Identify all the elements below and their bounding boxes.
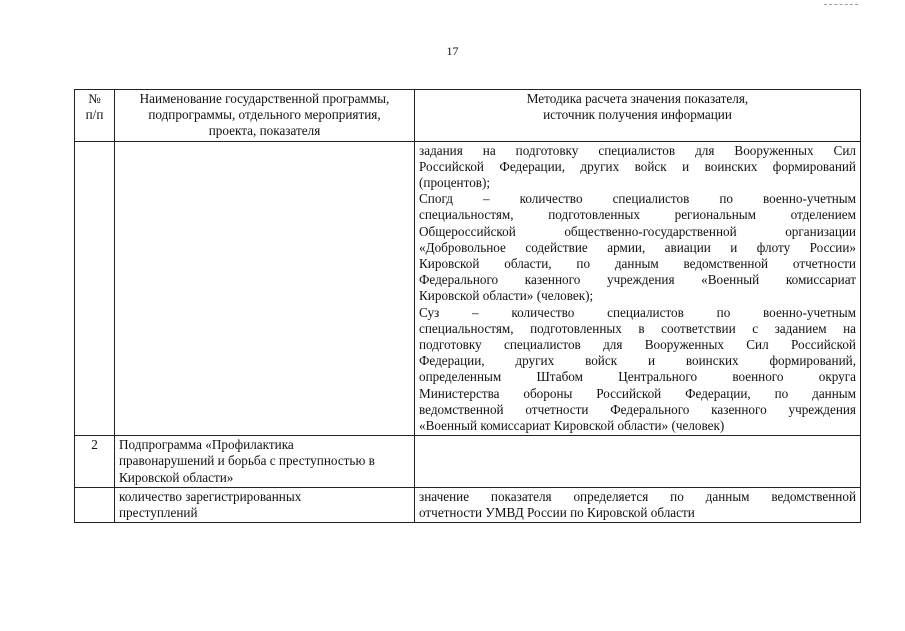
table-row xyxy=(75,436,861,488)
table-row xyxy=(75,141,861,436)
row-name-cell xyxy=(115,141,415,436)
header-method: Методика расчета значения показателя, источник получения информации xyxy=(415,90,861,142)
table-row xyxy=(75,487,861,522)
row-method-cell xyxy=(415,436,861,488)
row-method-cell: значение показателя определяется по данным ведомственной отчетности УМВД России по Кировской области xyxy=(415,487,861,522)
indicator-table xyxy=(74,89,861,523)
row-number-cell: 2 xyxy=(75,436,115,488)
row-number-cell xyxy=(75,141,115,436)
header-number: № п/п xyxy=(75,90,115,142)
header-name: Наименование государственной программы, подпрограммы, отдельного мероприятия, проекта, показателя xyxy=(115,90,415,142)
row-method-cell: задания на подготовку специалистов для Вооруженных Сил Российской Федерации, других войск и воинских формирований (процентов); Спогд – количество специалистов по военно-учетным специальностям, подготовленных региональным отделением Общероссийской общественно-государственной организации «Добровольное содействие армии, авиации и флоту России» Кировской области, по данным ведомственной отчетности Федерального казенного учреждения «Военный комиссариат Кировской области» (человек); Суз – количество специалистов по военно-учетным специальностям, подготовленных в соответствии с заданием на подготовку специалистов для Вооруженных Сил Российской Федерации, других войск и воинских формирований, определенным Штабом Центрального военного округа Министерства обороны Российской Федерации, по данным ведомственной отчетности Федерального казенного учреждения «Военный комиссариат Кировской области» (человек) xyxy=(415,141,861,436)
row-name-cell: Подпрограмма «Профилактика правонарушений и борьба с преступностью в Кировской области» xyxy=(115,436,415,488)
scan-artifact-line xyxy=(824,4,858,5)
row-number-cell xyxy=(75,487,115,522)
table-header-row xyxy=(75,90,861,142)
page-number: 17 xyxy=(446,44,459,58)
row-name-cell: количество зарегистрированных преступлений xyxy=(115,487,415,522)
